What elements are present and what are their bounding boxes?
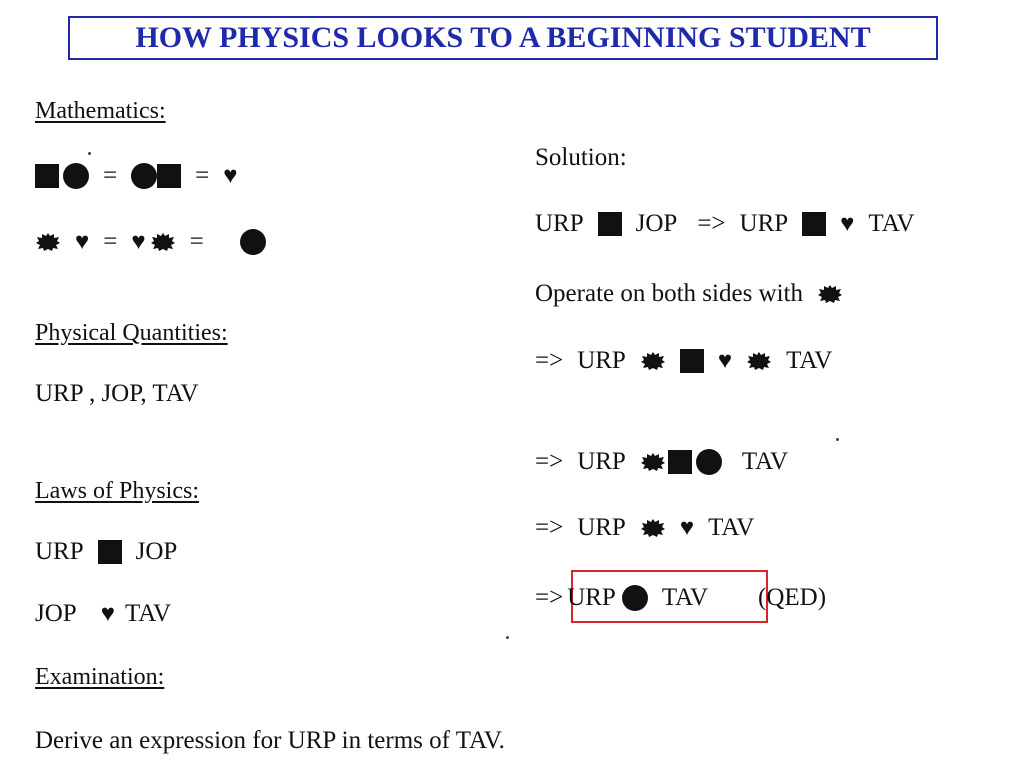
qed-label: (QED) bbox=[758, 584, 827, 611]
filled-square-icon bbox=[802, 212, 826, 236]
step-1-rhs-term: URP bbox=[739, 210, 789, 237]
step-1-rhs-term: TAV bbox=[868, 210, 915, 237]
heart-icon: ♥ bbox=[679, 515, 695, 541]
physical-quantities-list: URP , JOP, TAV bbox=[35, 380, 199, 407]
step-5-term-b: TAV bbox=[661, 584, 708, 611]
filled-square-icon bbox=[598, 212, 622, 236]
implies-arrow: => bbox=[535, 448, 564, 475]
solution-step-5 bbox=[535, 584, 826, 612]
heart-icon: ♥ bbox=[840, 211, 855, 237]
solution-step-2 bbox=[535, 347, 832, 375]
title-box bbox=[68, 16, 938, 60]
step-2-term-a: URP bbox=[577, 347, 626, 374]
step-3-term-a: URP bbox=[577, 448, 626, 475]
splat-blob-icon bbox=[150, 232, 176, 252]
physical-quantities-heading: Physical Quantities: bbox=[35, 320, 228, 346]
law-1-term-b: JOP bbox=[135, 538, 178, 565]
splat-blob-icon bbox=[640, 518, 666, 538]
scan-speck bbox=[88, 152, 91, 155]
laws-of-physics-heading: Laws of Physics: bbox=[35, 478, 199, 504]
filled-square-icon bbox=[680, 349, 704, 373]
splat-blob-icon bbox=[746, 351, 772, 371]
step-3-term-b: TAV bbox=[741, 448, 788, 475]
heart-icon: ♥ bbox=[100, 601, 115, 627]
heart-icon: ♥ bbox=[131, 229, 146, 255]
scan-speck bbox=[506, 636, 509, 639]
step-1-lhs-term: URP bbox=[535, 210, 584, 237]
equals-sign: = bbox=[195, 162, 210, 189]
step-1-lhs-term: JOP bbox=[635, 210, 678, 237]
implies-arrow: => bbox=[697, 210, 726, 237]
scan-speck bbox=[836, 438, 839, 441]
filled-circle-icon bbox=[240, 229, 266, 255]
filled-circle-icon bbox=[696, 449, 722, 475]
law-1-term-a: URP bbox=[35, 538, 84, 565]
splat-blob-icon bbox=[640, 452, 666, 472]
math-equation-2 bbox=[35, 228, 266, 256]
splat-blob-icon bbox=[35, 232, 61, 252]
implies-arrow: => bbox=[535, 514, 564, 541]
equals-sign: = bbox=[189, 228, 204, 255]
implies-arrow: => bbox=[535, 584, 564, 611]
page-title: HOW PHYSICS LOOKS TO A BEGINNING STUDENT bbox=[135, 21, 871, 54]
filled-square-icon bbox=[668, 450, 692, 474]
filled-square-icon bbox=[35, 164, 59, 188]
solution-step-3 bbox=[535, 448, 788, 476]
splat-blob-icon bbox=[640, 351, 666, 371]
filled-circle-icon bbox=[63, 163, 89, 189]
splat-blob-icon bbox=[817, 284, 843, 304]
operate-text: Operate on both sides with bbox=[535, 280, 804, 307]
implies-arrow: => bbox=[535, 347, 564, 374]
filled-square-icon bbox=[157, 164, 181, 188]
operate-instruction bbox=[535, 280, 843, 308]
filled-circle-icon bbox=[131, 163, 157, 189]
heart-icon: ♥ bbox=[717, 348, 733, 374]
math-equation-1 bbox=[35, 162, 237, 190]
examination-heading: Examination: bbox=[35, 664, 165, 690]
heart-icon: ♥ bbox=[75, 229, 90, 255]
solution-heading: Solution: bbox=[535, 144, 627, 171]
law-2-term-a: JOP bbox=[35, 600, 77, 627]
step-5-term-a: URP bbox=[567, 584, 616, 611]
solution-step-4 bbox=[535, 514, 754, 542]
heart-icon: ♥ bbox=[223, 163, 238, 189]
filled-circle-icon bbox=[622, 585, 648, 611]
step-4-term-a: URP bbox=[577, 514, 626, 541]
law-2 bbox=[35, 600, 171, 628]
law-2-term-b: TAV bbox=[124, 600, 172, 627]
filled-square-icon bbox=[98, 540, 122, 564]
equals-sign: = bbox=[103, 228, 118, 255]
step-2-term-b: TAV bbox=[786, 347, 833, 374]
solution-step-1 bbox=[535, 210, 915, 238]
law-1 bbox=[35, 538, 177, 566]
equals-sign: = bbox=[103, 162, 118, 189]
mathematics-heading: Mathematics: bbox=[35, 98, 166, 124]
step-4-term-b: TAV bbox=[708, 514, 755, 541]
examination-question: Derive an expression for URP in terms of TAV. bbox=[35, 727, 505, 754]
